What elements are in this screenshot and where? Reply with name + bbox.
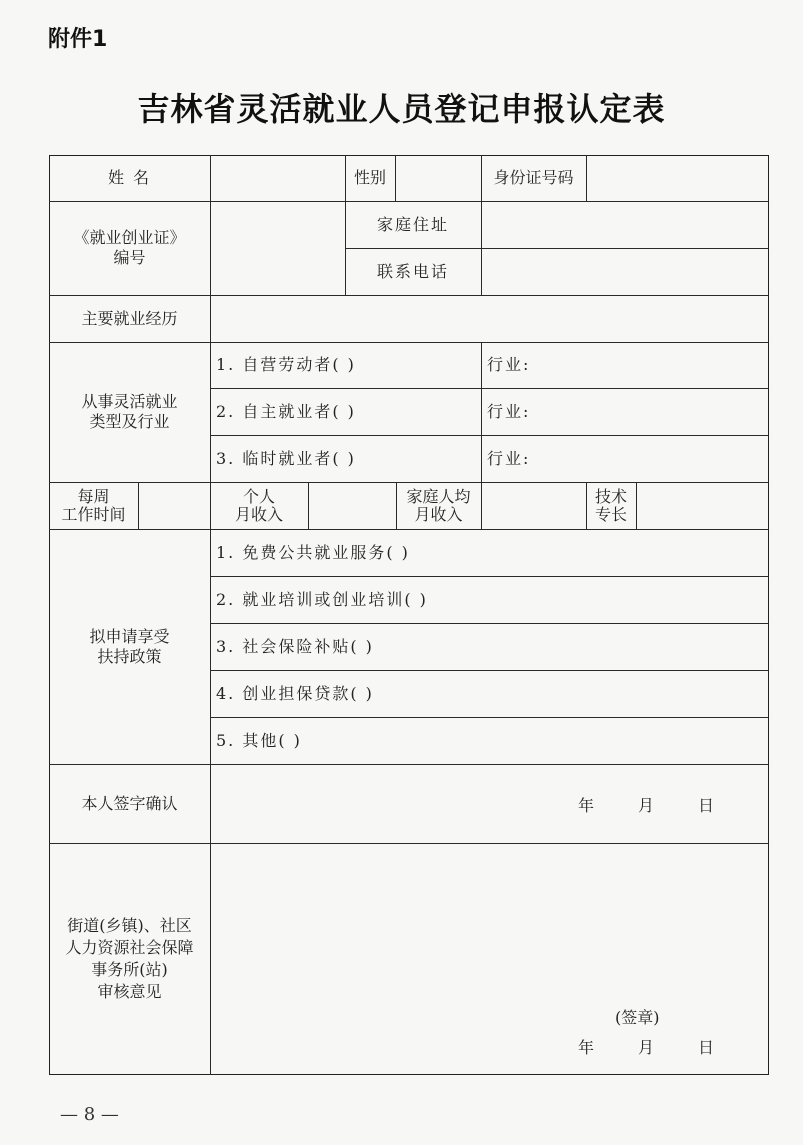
review-label [49, 843, 210, 1075]
weekly-hours-label-line2: 工作时间 [61, 504, 126, 524]
review-label-line3: 事务所(站) [91, 960, 168, 979]
gender-field[interactable] [395, 155, 481, 201]
page-number: — 8 — [60, 1104, 119, 1125]
policy-label-line1: 拟申请享受 [89, 626, 170, 646]
flex-industry-field[interactable]: 行业: [487, 448, 531, 468]
seal-label: (签章) [615, 1008, 660, 1027]
review-day: 日 [698, 1038, 715, 1057]
flex-type-option[interactable]: 2. 自主就业者( ) [216, 401, 356, 421]
main-experience-label: 主要就业经历 [81, 308, 178, 328]
policy-option[interactable]: 2. 就业培训或创业培训( ) [216, 589, 428, 609]
policy-option[interactable]: 3. 社会保险补贴( ) [216, 636, 374, 656]
weekly-hours-label [49, 482, 138, 529]
personal-income-field[interactable] [308, 482, 396, 529]
signature-field[interactable] [210, 764, 769, 843]
flex-industry-field[interactable]: 行业: [487, 401, 531, 421]
flex-type-option[interactable]: 1. 自营劳动者( ) [216, 355, 356, 374]
skill-field[interactable] [636, 482, 769, 529]
policy-option[interactable]: 5. 其他( ) [216, 730, 302, 750]
employment-cert-label-line1: 《就业创业证》 [73, 228, 186, 247]
employment-cert-field[interactable] [210, 201, 345, 295]
personal-income-label-line1: 个人 [242, 486, 275, 506]
phone-field[interactable] [481, 248, 769, 295]
name-label: 姓 名 [107, 168, 152, 187]
signature-month: 月 [638, 796, 655, 815]
home-address-label: 家庭住址 [376, 214, 449, 234]
family-income-label-line2: 月收入 [414, 504, 463, 524]
family-income-label-line1: 家庭人均 [406, 486, 471, 506]
home-address-field[interactable] [481, 201, 769, 248]
page-title: 吉林省灵活就业人员登记申报认定表 [137, 90, 666, 128]
review-month: 月 [638, 1038, 655, 1057]
signature-day: 日 [698, 796, 715, 815]
weekly-hours-field[interactable] [138, 482, 210, 529]
flex-type-option[interactable]: 3. 临时就业者( ) [216, 448, 356, 468]
weekly-hours-label-line1: 每周 [77, 486, 110, 506]
signature-confirm-label: 本人签字确认 [81, 793, 178, 813]
id-number-label: 身份证号码 [493, 168, 574, 187]
policy-option[interactable]: 1. 免费公共就业服务( ) [216, 542, 410, 562]
flex-industry-field[interactable]: 行业: [487, 355, 531, 374]
review-year: 年 [578, 1038, 595, 1057]
family-income-field[interactable] [481, 482, 586, 529]
name-field[interactable] [210, 155, 345, 201]
policy-option[interactable]: 4. 创业担保贷款( ) [216, 683, 374, 703]
personal-income-label-line2: 月收入 [234, 504, 283, 524]
attachment-label: 附件1 [48, 27, 108, 52]
family-income-label [396, 482, 481, 529]
review-label-line4: 审核意见 [97, 982, 162, 1001]
policy-label [49, 529, 210, 764]
review-label-line2: 人力资源社会保障 [65, 938, 194, 957]
phone-label: 联系电话 [376, 261, 449, 281]
gender-label: 性别 [353, 168, 386, 187]
employment-cert-label [49, 201, 210, 295]
id-number-field[interactable] [586, 155, 769, 201]
signature-year: 年 [578, 796, 595, 815]
personal-income-label [210, 482, 308, 529]
skill-label-line1: 技术 [594, 486, 627, 506]
flex-type-label-line2: 类型及行业 [89, 412, 170, 431]
main-experience-field[interactable] [210, 295, 769, 342]
review-opinion-field[interactable] [210, 843, 769, 1075]
employment-cert-label-line2: 编号 [113, 248, 146, 267]
skill-label [586, 482, 636, 529]
policy-label-line2: 扶持政策 [97, 646, 162, 666]
review-label-line1: 街道(乡镇)、社区 [67, 916, 192, 935]
flex-type-label [49, 342, 210, 482]
skill-label-line2: 专长 [594, 504, 627, 524]
flex-type-label-line1: 从事灵活就业 [81, 392, 178, 411]
